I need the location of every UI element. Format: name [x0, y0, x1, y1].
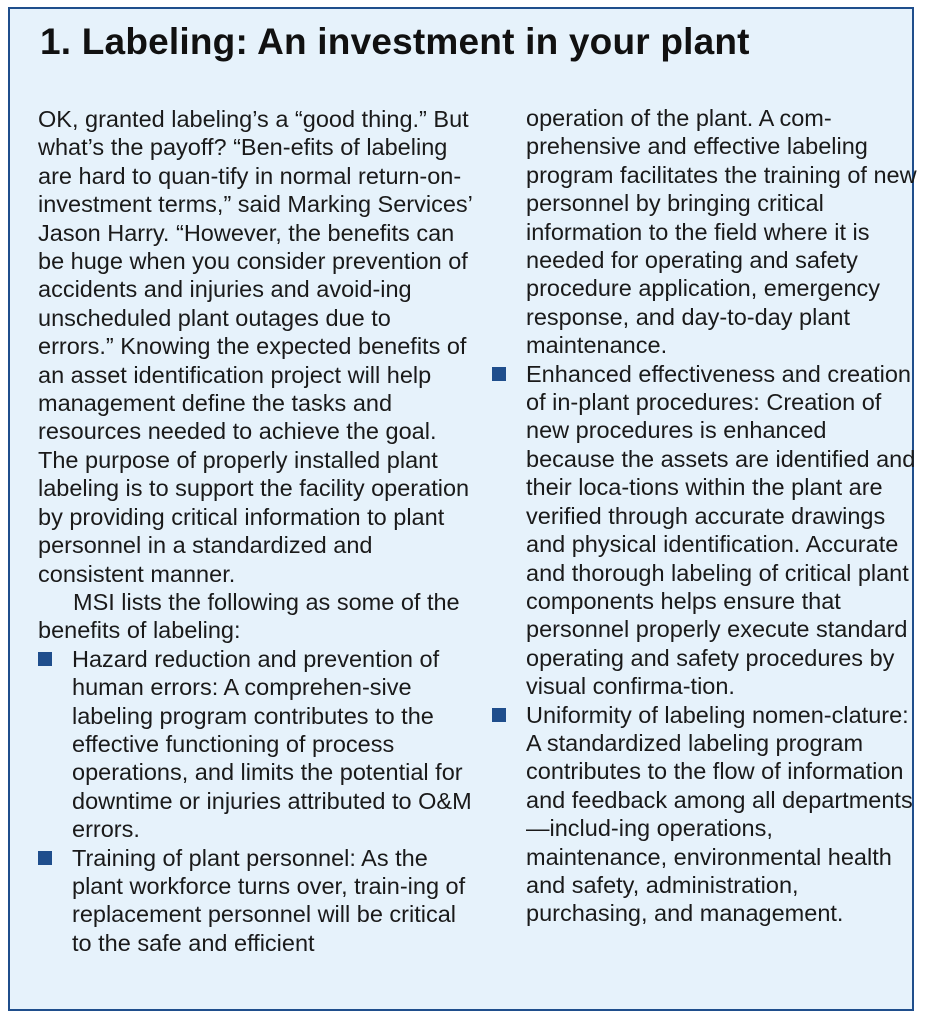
- bullet-item-training: [38, 844, 473, 958]
- bullet-text: Uniformity of labeling nomen-clature: A standardized labeling program contributes to the flow of information and feedback among all departments—includ-ing operations, maintenance, environmental health and safety, administration, purchasing, and management.: [526, 701, 913, 927]
- bullet-text: Training of plant personnel: As the plant workforce turns over, train-ing of replacement personnel will be critical to the safe and efficient: [72, 844, 466, 956]
- left-column: [38, 105, 473, 957]
- box-title: 1. Labeling: An investment in your plant: [40, 21, 750, 62]
- bullet-continuation: operation of the plant. A com-prehensive and effective labeling program facilitates the training of new personnel by bringing critical information to the field where it is needed for operating and safety procedure application, emergency response, and day-to-day plant maintenance.: [526, 105, 917, 359]
- bullet-text: Hazard reduction and prevention of human errors: A comprehen-sive labeling program contributes to the effective functioning of process operations, and limits the potential for downtime or injuries attributed to O&M errors.: [72, 645, 472, 843]
- square-bullet-icon: [38, 652, 52, 666]
- bullet-item-uniformity: [492, 701, 920, 928]
- bullet-text: Enhanced effectiveness and creation of in-plant procedures: Creation of new procedures is enhanced because the assets are identified and their loca-tions within the plant are verified through accurate drawings and physical identification. Accurate and thorough labeling of critical plant components helps ensure that personnel properly execute standard operating and safety procedures by visual confirma-tion.: [526, 360, 916, 700]
- square-bullet-icon: [492, 708, 506, 722]
- bullet-item-procedures: [492, 360, 920, 701]
- square-bullet-icon: [492, 367, 506, 381]
- sidebar-box: [8, 7, 917, 1011]
- right-column: [492, 104, 920, 928]
- square-bullet-icon: [38, 851, 52, 865]
- benefits-lead: MSI lists the following as some of the benefits of labeling:: [38, 588, 460, 644]
- intro-paragraph: OK, granted labeling’s a “good thing.” But what’s the payoff? “Ben-efits of labeling are hard to quan-tify in normal return-on-investment terms,” said Marking Services’ Jason Harry. “However, the benefits can be huge when you consider prevention of accidents and injuries and avoid-ing unscheduled plant outages due to errors.” Knowing the expected benefits of an asset identification project will help management define the tasks and resources needed to achieve the goal. The purpose of properly installed plant labeling is to support the facility operation by providing critical information to plant personnel in a standardized and consistent manner.: [38, 106, 473, 587]
- bullet-item-hazard: [38, 645, 473, 844]
